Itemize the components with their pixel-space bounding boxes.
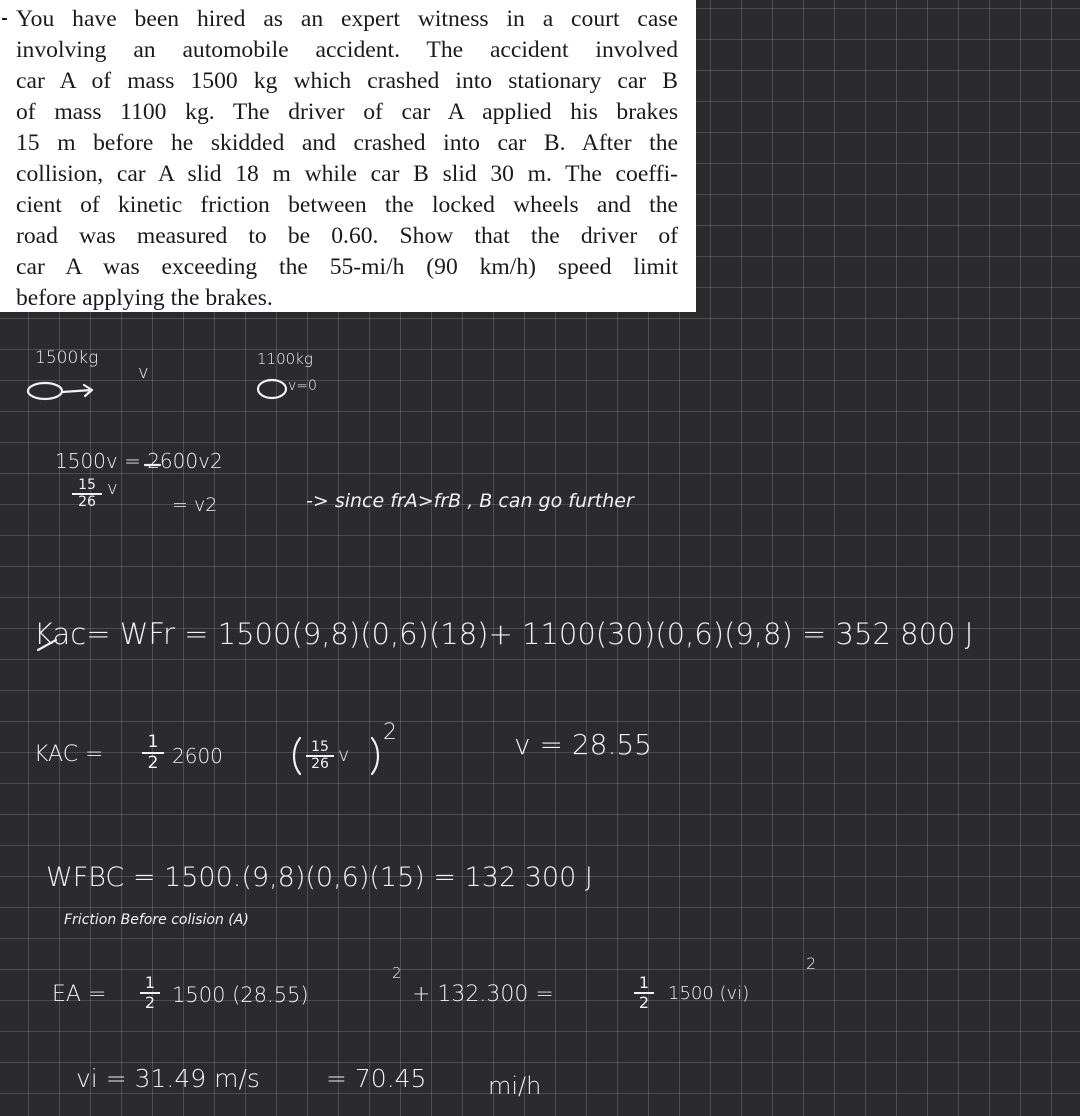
car-b-sketch: [258, 380, 286, 398]
problem-line: of mass 1100 kg. The driver of car A applied his brakes: [16, 99, 678, 125]
kac-frac-denominator: 26: [311, 756, 329, 772]
initial-velocity-result: vi = 31.49 m/s: [76, 1064, 260, 1093]
kac-lhs: KAC =: [34, 742, 104, 767]
problem-line: before applying the brakes.: [16, 285, 273, 311]
wfbc-equation: WFBC = 1500.(9,8)(0,6)(15) = 132 300 J: [46, 862, 593, 893]
problem-line: collision, car A slid 18 m while car B slid 30 m. The coeffi-: [16, 161, 678, 187]
ea-term-3: 1500 (vi): [668, 983, 750, 1004]
open-paren: [294, 738, 300, 774]
close-paren: [372, 738, 378, 774]
problem-line: road was measured to be 0.60. Show that the driver of: [16, 223, 678, 249]
velocity-b-label: v=0: [288, 378, 317, 394]
ea-half-fraction: [140, 974, 160, 1012]
ratio-v: v: [107, 478, 118, 499]
since-note: -> since frA>frB , B can go further: [306, 490, 634, 512]
kac-fraction: [306, 740, 334, 772]
momentum-equation: 1500v = 2600v2: [55, 449, 223, 473]
half-denominator: 2: [147, 753, 159, 773]
velocity-unit: mi/h: [488, 1072, 542, 1100]
ea-half-numerator: 1: [140, 974, 160, 994]
ratio-denominator: 26: [78, 494, 96, 510]
half-numerator: 1: [142, 733, 164, 754]
car-a-sketch: [28, 383, 62, 399]
mass-b-label: 1100kg: [257, 350, 313, 368]
problem-line: car A of mass 1500 kg which crashed into stationary car B: [16, 68, 678, 94]
problem-line: cient of kinetic friction between the locked wheels and the: [16, 192, 678, 218]
problem-line: You have been hired as an expert witness in a court case: [16, 6, 678, 32]
ratio-fraction: [72, 478, 102, 510]
mass-a-label: 1500kg: [35, 348, 99, 368]
ea-exponent-1: 2: [392, 964, 402, 982]
velocity-a-label: v: [138, 362, 149, 383]
ea-half-numerator-2: 1: [634, 974, 654, 994]
problem-line: car A was exceeding the 55-mi/h (90 km/h) speed limit: [16, 254, 678, 280]
ea-half-fraction-2: [634, 974, 654, 1012]
ea-lhs: EA =: [52, 982, 107, 1007]
kac-frac-numerator: 15: [306, 740, 334, 757]
velocity-result: v = 28.55: [514, 728, 652, 761]
half-fraction: [142, 733, 164, 773]
problem-line: involving an automobile accident. The accident involved: [16, 37, 678, 63]
kac-exponent: 2: [383, 720, 397, 745]
problem-line: 15 m before he skidded and crashed into car B. After the: [16, 130, 678, 156]
ea-exponent-2: 2: [806, 954, 817, 973]
ea-half-denominator: 2: [144, 993, 156, 1012]
ea-term-1: 1500 (28.55): [172, 983, 309, 1007]
velocity-arrow-a: [62, 385, 92, 396]
ea-half-denominator-2: 2: [638, 993, 650, 1012]
velocity-conversion: = 70.45: [326, 1064, 427, 1093]
ratio-result: = v2: [172, 494, 218, 516]
ratio-numerator: 15: [72, 478, 102, 495]
work-equation: Kac= WFr = 1500(9,8)(0,6)(18)+ 1100(30)(0,6)(9,8) = 352 800 J: [34, 617, 974, 651]
wfbc-caption: Friction Before colision (A): [64, 912, 249, 928]
kac-mass: 2600: [172, 744, 223, 768]
ea-term-2: + 132.300 =: [412, 982, 554, 1007]
kac-v: v: [338, 744, 350, 766]
